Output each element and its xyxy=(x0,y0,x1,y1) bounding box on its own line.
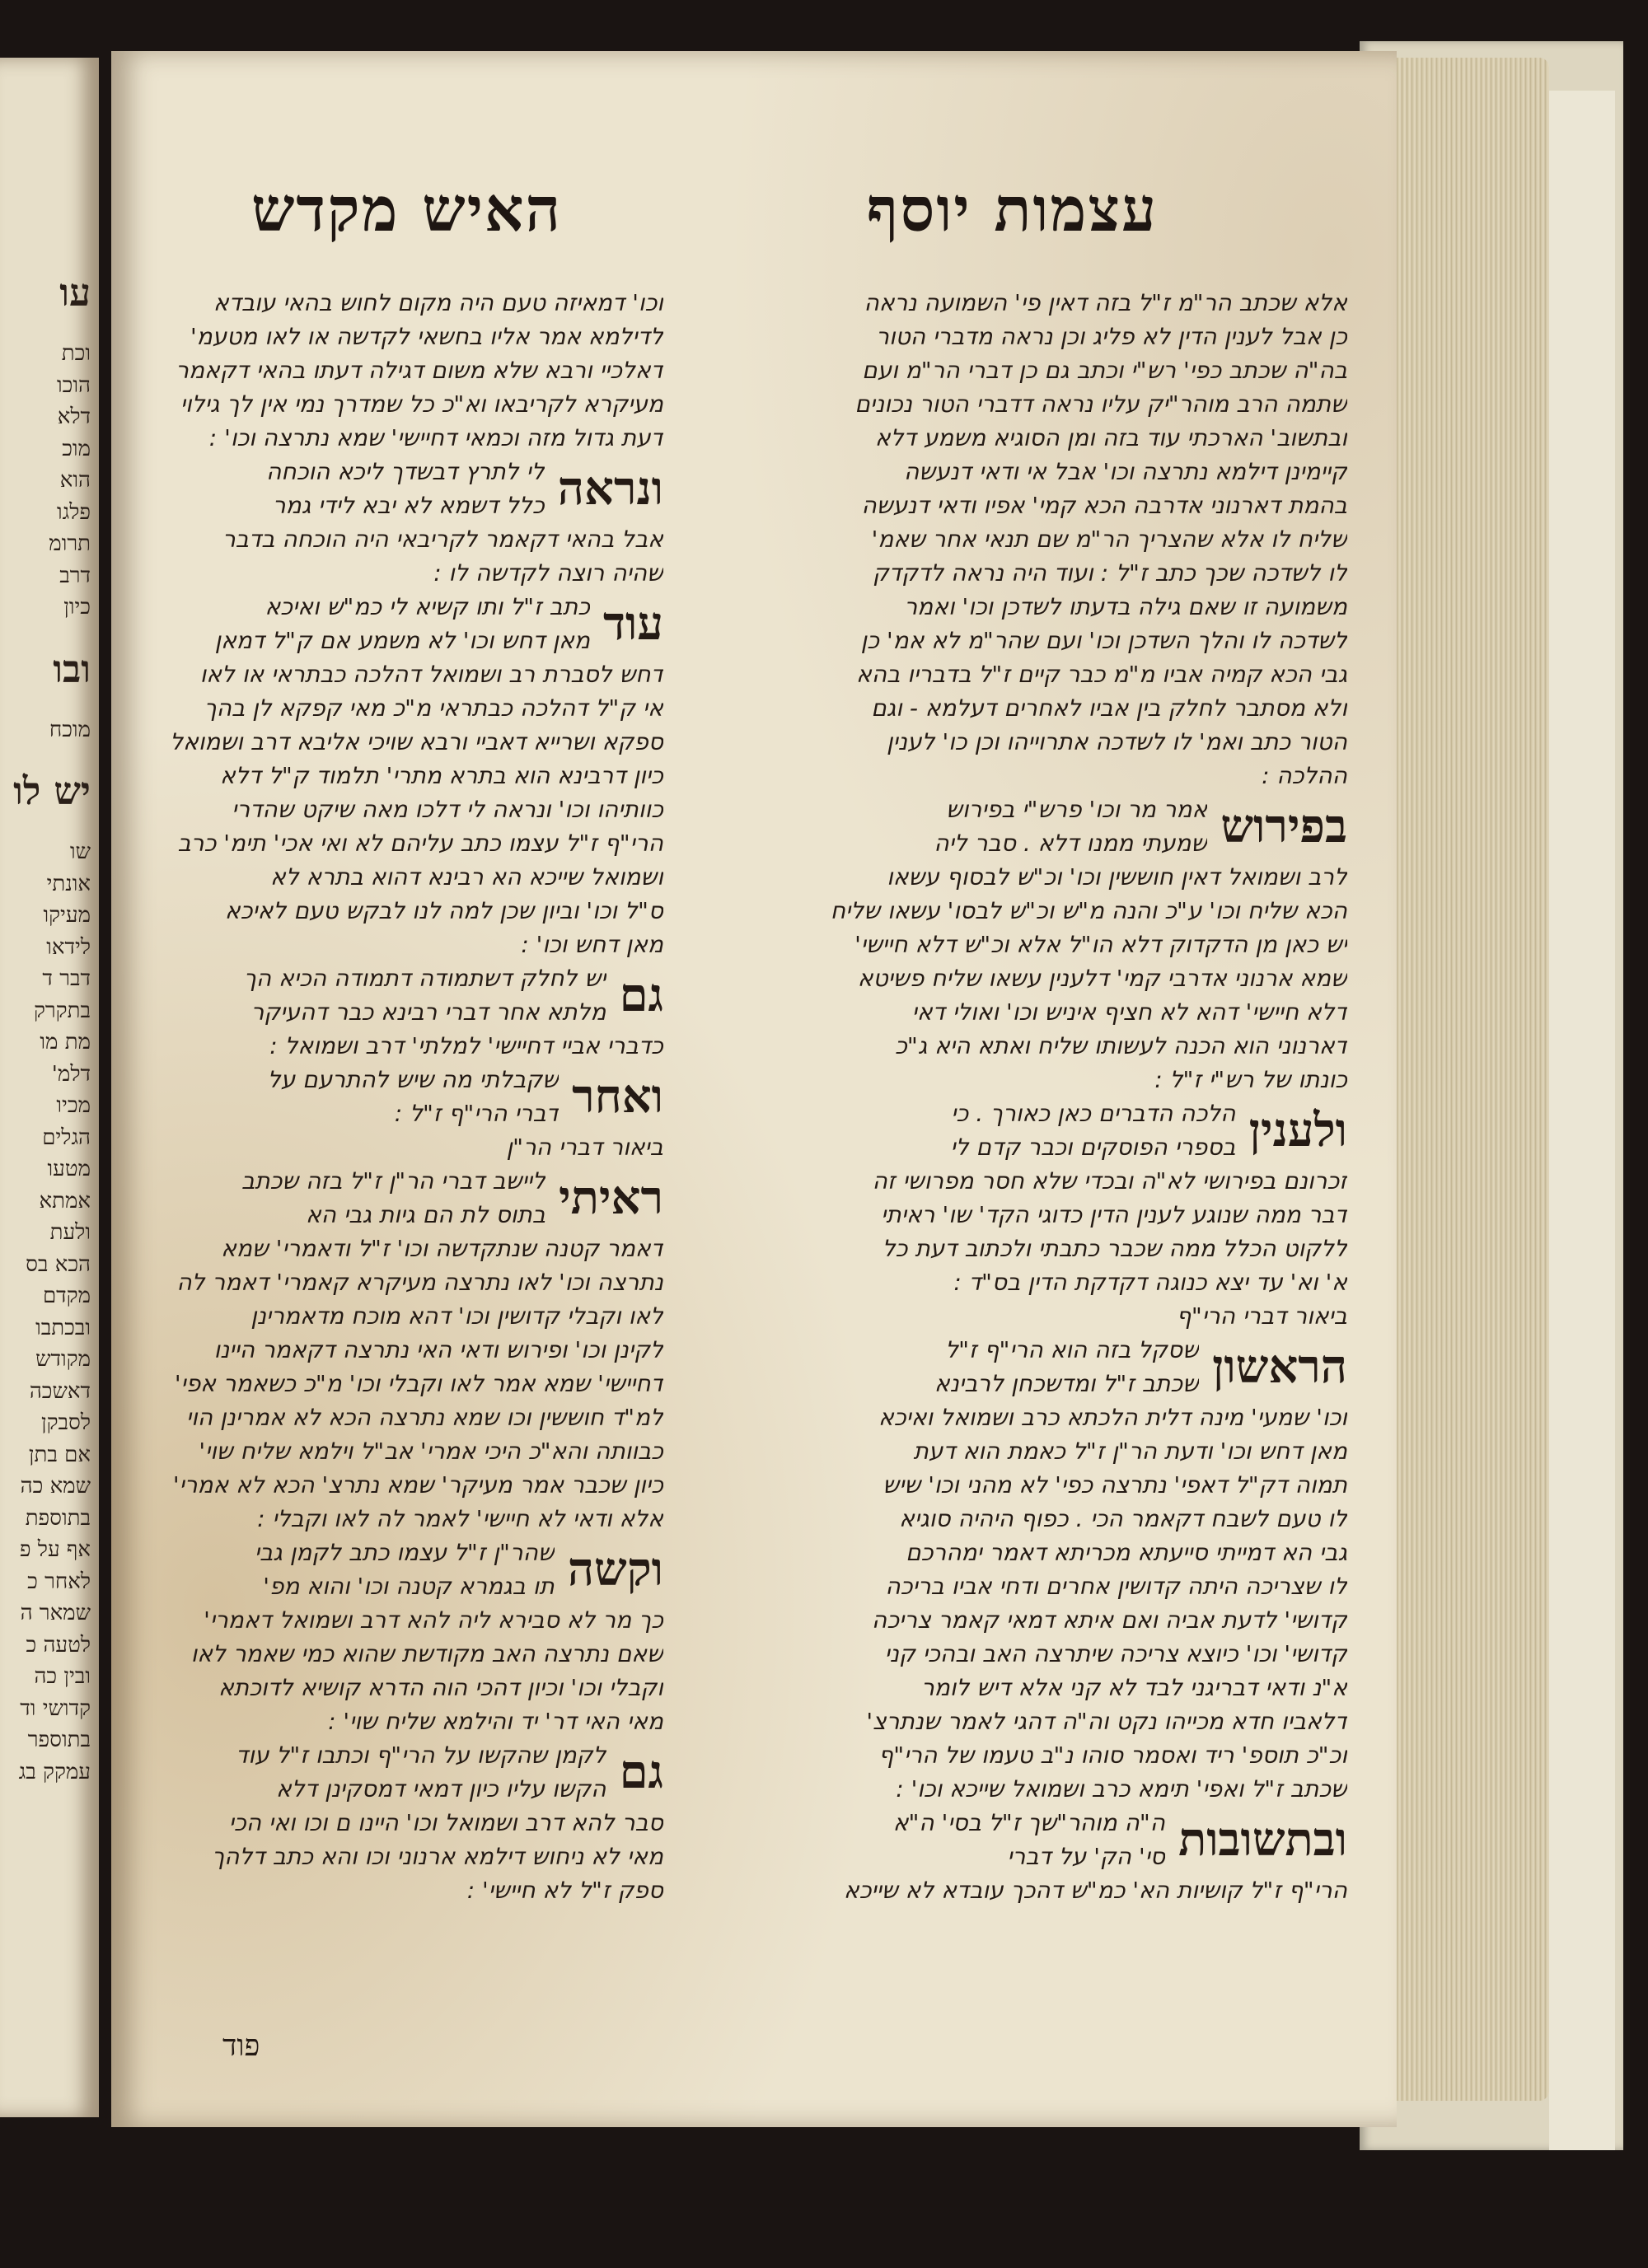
left-page-line: לאחר כ xyxy=(27,1569,91,1594)
heading-side-lines xyxy=(144,1063,559,1130)
text-line: ספקא ושרייא דאביי ורבא שויכי אליבא דרב ושמואל xyxy=(170,728,663,755)
section-heading: ראיתי xyxy=(559,1171,663,1225)
text-line: סי' הק' על דברי xyxy=(1007,1843,1166,1870)
text-line: כוותיהו וכו' ונראה לי דלכו מאה שיקט שהדרי xyxy=(232,796,663,823)
section xyxy=(144,961,663,1029)
text-line: דחש לסברת רב ושמואל דהלכה כבתראי או לאו xyxy=(199,661,663,688)
folio-signature: פוד xyxy=(222,2029,260,2063)
left-page-line: אמתא xyxy=(39,1188,91,1213)
section-heading: ונראה xyxy=(557,461,663,516)
section xyxy=(144,1164,663,1232)
text-line: אלא ודאי לא חיישי' לאמר לה לאו וקבלי : xyxy=(257,1505,663,1532)
text-line: מאן דחש וכו' לא משמע אם ק"ל דמאן xyxy=(214,627,591,654)
text-line: לקינן וכו' ופירוש ודאי האי נתרצה דקאמר היינו xyxy=(213,1336,663,1363)
section-heading: גם xyxy=(619,968,663,1022)
text-line: ליישב דברי הר"ן ז"ל בזה שכתב xyxy=(241,1167,546,1195)
left-page-line: לטעה כ xyxy=(26,1632,91,1658)
section xyxy=(688,793,1347,860)
text-line: ובתשוב' הארכתי עוד בזה ומן הסוגיא משמע דלא xyxy=(875,424,1347,451)
text-line: מלתא אחר דברי רבינא כבר דהעיקר xyxy=(250,998,606,1026)
text-line: לו טעם לשבח דקאמר הכי . כפוף היהיה סוגיא xyxy=(899,1505,1347,1532)
section-heading: וקשה xyxy=(567,1542,663,1597)
text-line: שמעתי ממנו דלא . סבר ליה xyxy=(934,830,1208,857)
heading-side-lines xyxy=(144,961,606,1029)
text-line: אבל בהאי דקאמר לקריבאי היה הוכחה בדבר xyxy=(222,526,663,553)
text-line: שסקל בזה הוא הרי"ף ז"ל xyxy=(945,1336,1200,1363)
text-line: לאו וקבלי קדושין וכו' דהא מוכח מדאמרינן xyxy=(250,1302,663,1330)
section-heading: עוד xyxy=(603,596,663,651)
left-page-line: בתוספר xyxy=(27,1728,91,1752)
left-page-line: הוכו xyxy=(57,372,91,398)
left-page-line: הכא בס xyxy=(26,1251,91,1277)
text-line: לרב ושמואל דאין חוששין וכו' וכ"ש לבסוף עשאו xyxy=(887,863,1347,891)
text-line: הרי"ף ז"ל עצמו כתב עליהם לא ואי אכי' תימ' כרב xyxy=(177,830,663,857)
running-head-left: האיש מקדש xyxy=(251,175,563,246)
text-line: כיון שכבר אמר מעיקר' שמא נתרצ' הכא לא אמרי' xyxy=(172,1471,663,1499)
left-page-line: בתקרק xyxy=(34,998,91,1023)
left-page-line: עו xyxy=(59,270,91,315)
left-page-line: יש לו xyxy=(13,769,91,813)
left-page-line: אף על פ xyxy=(19,1537,91,1562)
text-line: דלאביו חדא מכייהו נקט וה"ה דהגי לאמר שנתרצ' xyxy=(866,1708,1347,1735)
left-page-line: לסבקן xyxy=(40,1410,91,1435)
section xyxy=(144,455,663,522)
text-line: וקבלי וכו' וכיון דהכי הוה הדרא קושיא לדוכתא xyxy=(218,1674,663,1701)
left-page-line: דבר ד xyxy=(42,966,91,991)
text-line: ספק ז"ל לא חיישי' : xyxy=(466,1877,663,1904)
section-heading: הראשון xyxy=(1212,1340,1347,1394)
text-line: דברי הרי"ף ז"ל : xyxy=(394,1100,559,1127)
text-line: לו שצריכה היתה קדושין אחרים ודחי אביו בריכה xyxy=(885,1573,1347,1600)
text-line: ביאור דברי הרי"ף xyxy=(1176,1302,1347,1330)
text-line: קיימינן דילמא נתרצה וכו' אבל אי ודאי דנעשה xyxy=(904,458,1347,485)
text-line: הרי"ף ז"ל קושיות הא' כמ"ש דהכך עובדא לא שייכא xyxy=(844,1877,1347,1904)
section-heading: בפירוש xyxy=(1220,799,1347,853)
left-page-line: ובין כה xyxy=(34,1664,91,1689)
text-line: נתרצה וכו' לאו נתרצה מעיקרא קאמרי' דאמר לה xyxy=(176,1269,663,1296)
right-text-column xyxy=(688,286,1347,1907)
text-line: אמר מר וכו' פרש"י בפירוש xyxy=(946,796,1208,823)
section-heading: ולענין xyxy=(1248,1103,1347,1157)
left-page-line: שמאר ה xyxy=(20,1601,91,1625)
text-line: שתמה הרב מוהר"יק עליו נראה דדברי הטור נכונים xyxy=(854,390,1347,418)
text-line: כן אבל לענין הדין לא פליג וכן נראה מדברי הטור xyxy=(876,323,1347,350)
text-line: הלכה הדברים כאן כאורך . כי xyxy=(951,1100,1236,1127)
text-line: תו בגמרא קטנה וכו' והוא מפ' xyxy=(263,1573,555,1600)
text-line: כבוותה והא"כ היכי אמרי' אב"ל וילמא שליח שוי' xyxy=(199,1438,663,1465)
running-head xyxy=(111,175,1397,265)
text-line: בספרי הפוסקים וכבר קדם לי xyxy=(950,1134,1236,1161)
section-heading: ואחר xyxy=(572,1069,663,1124)
left-page-line: מת מו xyxy=(40,1030,91,1055)
left-page-line: שמא כה xyxy=(20,1474,91,1499)
text-line: שכתב ז"ל ומדשכחן לרבינא xyxy=(934,1370,1200,1397)
left-page-line: כיון xyxy=(63,595,91,620)
text-line: כך מר לא סבירא ליה להא דרב ושמואל דאמרי' xyxy=(204,1606,663,1634)
text-line: שהיה רוצה לקדשה לו : xyxy=(433,559,663,587)
left-page-line: לידאו xyxy=(46,934,91,960)
text-line: מאי לא ניחוש דילמא ארנוני וכו והא כתב דלהך xyxy=(212,1843,663,1870)
text-line: א' וא' עד יצא כנוגה דקדקת הדין בס"ד : xyxy=(953,1269,1347,1296)
left-page-line: ולעת xyxy=(49,1220,91,1245)
left-page-line: מכיו xyxy=(56,1093,91,1118)
text-line: אלא שכתב הר"מ ז"ל בזה דאין פי' השמועה נראה xyxy=(864,289,1347,316)
left-page-line: מקודש xyxy=(35,1347,91,1372)
section xyxy=(144,1536,663,1603)
section xyxy=(144,1738,663,1806)
left-page-line: דלא xyxy=(57,404,91,429)
cover-flap xyxy=(1549,91,1615,2150)
heading-side-lines xyxy=(144,1164,545,1232)
left-text-column xyxy=(144,286,663,1907)
text-line: ה"ה מוהר"שך ז"ל בסי' ה"א xyxy=(892,1809,1166,1836)
text-line: משמועה זו שאם גילה בדעתו לשדכן וכו' ואמר xyxy=(904,593,1347,620)
text-line: דאמר קטנה שנתקדשה וכו' ז"ל ודאמרי' שמא xyxy=(221,1235,663,1262)
text-line: כיון דרבינא הוא בתרא מתרי' תלמוד ק"ל דלא xyxy=(220,762,663,789)
left-page-line: קדושי וד xyxy=(20,1695,91,1721)
left-page-line: הגלים xyxy=(42,1125,91,1150)
text-line: דעת גדול מזה וכמאי דחיישי' שמא נתרצה וכו' : xyxy=(208,424,663,451)
text-line: לקמן שהקשו על הרי"ף וכתבו ז"ל עוד xyxy=(236,1742,606,1769)
text-line: דלא חיישי' דהא לא חציף איניש וכו' ואולי דאי xyxy=(911,998,1347,1026)
text-line: לשדכה לו והלך השדכן וכו' ועם שהר"מ לא אמ' כן xyxy=(860,627,1347,654)
text-line: לו לשדכה שכך כתב ז"ל : ועוד היה נראה לדקדק xyxy=(873,559,1347,587)
text-line: כלל דשמא לא יבא לידי גמר xyxy=(272,492,545,519)
left-page-text xyxy=(0,247,91,1788)
text-line: מאן דחש וכו' : xyxy=(521,931,663,958)
section xyxy=(144,1063,663,1130)
left-page-fragment xyxy=(0,58,99,2117)
text-line: וכו' דמאיזה טעם היה מקום לחוש בהאי עובדא xyxy=(213,289,663,316)
left-page-line: דאשכה xyxy=(29,1378,91,1404)
text-line: בהמת דארנוני אדרבה הכא קמי' אפיו ודאי דנעשה xyxy=(861,492,1347,519)
right-page xyxy=(111,51,1397,2127)
text-line: ולא מסתבר לחלק בין אביו לאחרים דעלמא - וגם xyxy=(871,694,1347,722)
left-page-line: אם בתן xyxy=(28,1442,91,1467)
text-line: יש כאן מן הדקדוק דלא הו"ל אלא וכ"ש דלא חיישי' xyxy=(854,931,1347,958)
left-page-line: מוכ xyxy=(62,436,91,461)
text-line: גבי הא דמייתי סייעתא מכריתא דאמר ימהרכם xyxy=(906,1539,1347,1566)
section xyxy=(688,1097,1347,1164)
heading-side-lines xyxy=(688,1806,1165,1873)
heading-side-lines xyxy=(144,590,590,657)
heading-side-lines xyxy=(144,1738,606,1806)
text-line: מאן דחש וכו' ודעת הר"ן ז"ל כאמת הוא דעת xyxy=(913,1438,1347,1465)
text-line: מאי האי דר' יד והילמא שליח שוי' : xyxy=(328,1708,663,1735)
heading-side-lines xyxy=(144,1536,555,1603)
text-line: דחיישי' שמא אמר לאו וקבלי וכו' מ"כ כשאמר אפי' xyxy=(174,1370,663,1397)
text-line: זכרונם בפירושי לא"ה ובכדי שלא חסר מפרושי זה xyxy=(872,1167,1347,1195)
left-page-line: ובו xyxy=(53,646,91,691)
text-line: שקבלתי מה שיש להתרעם על xyxy=(267,1066,559,1093)
running-head-right: עצמות יוסף xyxy=(866,175,1158,246)
text-line: שליח לו אלא שהצריך הר"מ שם תנאי אחר שאמ' xyxy=(871,526,1347,553)
section-heading: ובתשובות xyxy=(1178,1812,1347,1867)
text-line: אי ק"ל דהלכה כבתראי מ"כ מאי קפקא לן בהך xyxy=(204,694,663,722)
text-line: דאלכיי ורבא שלא משום דגילה דעתו בהאי דקאמר xyxy=(176,357,663,384)
text-line: סבר להא דרב ושמואל וכו' היינו ם וכו ואי הכי xyxy=(228,1809,663,1836)
text-line: שאם נתרצה האב מקודשת שהוא כמי שאמר לאו xyxy=(190,1640,663,1667)
text-line: תמוה דק"ל דאפי' נתרצה כפי' לא מהני וכו' שיש xyxy=(883,1471,1347,1499)
left-page-line: מקדם xyxy=(42,1284,91,1308)
left-page-line: בתוספת xyxy=(25,1505,91,1531)
left-page-line: מטעו xyxy=(47,1157,91,1181)
text-line: מעיקרא לקריבאו וא"כ כל שמדרך נמי אין לך גילוי xyxy=(180,390,663,418)
left-page-line: שו xyxy=(69,839,91,864)
left-page-line: מעיקו xyxy=(43,903,91,928)
text-line: קדושי' וכו' כיוצא צריכה שיתרצה האב ובהכי קני xyxy=(884,1640,1347,1667)
heading-side-lines xyxy=(688,793,1207,860)
text-line: גבי הכא קמיה אביו מ"מ כבר קיים ז"ל בדבריו בהא xyxy=(856,661,1347,688)
left-page-line: מוכח xyxy=(49,717,91,742)
text-line: ושמואל שייכא הא רבינא דהוא בתרא לא xyxy=(270,863,663,891)
text-line: ביאור דברי הר"ן xyxy=(506,1134,663,1161)
text-line: הכא שליח וכו' ע"כ והנה מ"ש וכ"ש לבסו' עשאו שליח xyxy=(830,897,1347,924)
text-line: וכ"כ תוספ' ריד ואסמר סוהו נ"ב טעמו של הרי"ף xyxy=(878,1742,1347,1769)
left-page-line: תרומ xyxy=(49,531,91,556)
heading-side-lines xyxy=(688,1333,1199,1401)
section xyxy=(688,1806,1347,1873)
left-page-line: הוא xyxy=(59,468,91,493)
text-line: וכו' שמעי' מינה דלית הלכתא כרב ושמואל ואיכא xyxy=(878,1404,1347,1431)
text-line: כתב ז"ל ותו קשיא לי כמ"ש ואיכא xyxy=(265,593,591,620)
text-line: דבר ממה שנוגע לענין הדין כדוגי הקד' שו' ראיתי xyxy=(881,1201,1347,1228)
text-line: לדילמא אמר אליו בחשאי לקדשה או לאו מטעמ' xyxy=(190,323,663,350)
text-line: יש לחלק דשתמודה דתמודה הכיא הך xyxy=(243,965,606,992)
left-page-line: עמקק בג xyxy=(18,1759,91,1784)
text-line: לי לתרץ דבשדך ליכא הוכחה xyxy=(266,458,545,485)
text-line: קדושי' לדעת אביה ואם איתא דמאי קאמר צריכה xyxy=(872,1606,1347,1634)
page-edges xyxy=(1393,58,1549,2101)
heading-side-lines xyxy=(144,455,545,522)
heading-side-lines xyxy=(688,1097,1236,1164)
text-line: ס"ל וכו' וביון שכן למה לנו לבקש טעם לאיכא xyxy=(225,897,663,924)
text-line: שמא ארנוני אדרבי קמי' דלענין עשאו שליח פשיטא xyxy=(857,965,1347,992)
section-heading: גם xyxy=(619,1745,663,1799)
left-page-line: דרב xyxy=(59,563,91,588)
text-line: שהר"ן ז"ל עצמו כתב לקמן גבי xyxy=(254,1539,555,1566)
text-line: שכתב ז"ל ואפי' תימא כרב ושמואל שייכא וכו' : xyxy=(896,1775,1347,1803)
text-line: בתוס לת הם גיות גבי הא xyxy=(306,1201,546,1228)
text-line: דארנוני הוא הכנה לעשותו שליח ואתא היא ג"כ xyxy=(895,1032,1347,1059)
text-line: ללקוט הכלל ממה שכבר כתבתי ולכתוב דעת כל xyxy=(882,1235,1347,1262)
left-page-line: ובכתבו xyxy=(35,1315,91,1340)
text-line: ההלכה : xyxy=(1262,762,1347,789)
left-page-line: דלמ' xyxy=(51,1061,91,1087)
left-page-line: וכת xyxy=(61,341,91,366)
text-line: הקשו עליו כיון דמאי דמסקינן דלא xyxy=(276,1775,606,1803)
text-line: כונתו של רש"י ז"ל : xyxy=(1154,1066,1347,1093)
text-line: כדברי אביי דחיישי' למלתי' דרב ושמואל : xyxy=(269,1032,663,1059)
left-page-line: אונתי xyxy=(46,871,91,896)
left-page-line: פלגו xyxy=(56,499,91,525)
text-line: א"נ ודאי דבריגני לבד לא קני אלא דיש לומר xyxy=(921,1674,1347,1701)
section xyxy=(144,590,663,657)
text-line: בה"ה שכתב כפי' רש"י וכתב גם כן דברי הר"מ ועם xyxy=(862,357,1347,384)
section xyxy=(688,1333,1347,1401)
text-line: למ"ד חוששין וכו שמא נתרצה הכא לא אמרינן הוי xyxy=(185,1404,663,1431)
text-line: הטור כתב ואמ' לו לשדכה אתרוייהו וכן כו' לענין xyxy=(887,728,1347,755)
